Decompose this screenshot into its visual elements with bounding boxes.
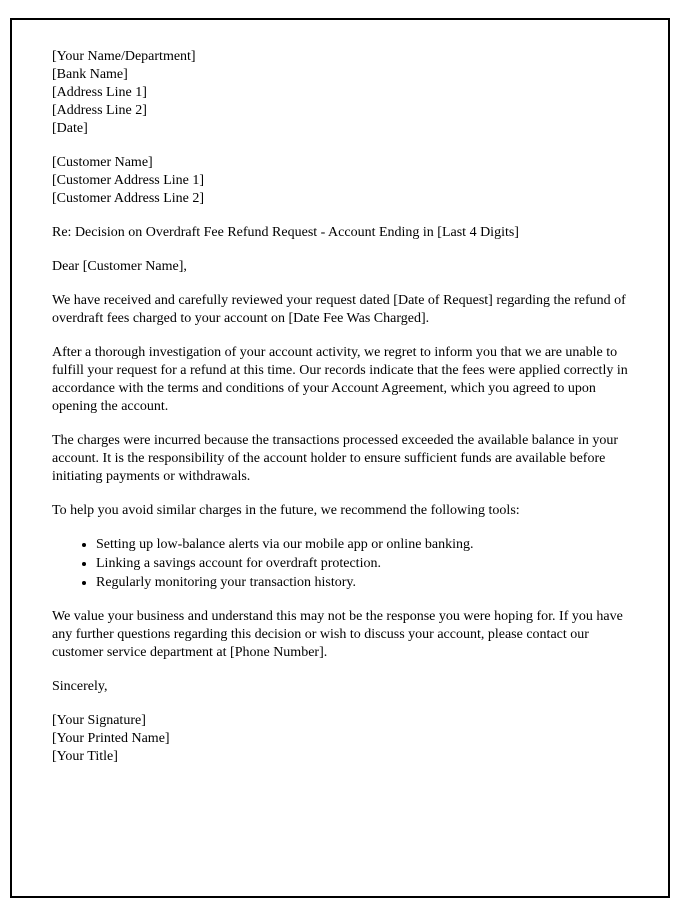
- bullet-item: • Linking a savings account for overdraft protection.: [96, 555, 634, 573]
- paragraph: The charges were incurred because the transactions processed exceeded the available balance in your account. It is the responsibility of the account holder to ensure sufficient funds are available before initiating payments or withdrawals.: [52, 433, 619, 484]
- salutation: Dear [Customer Name],: [52, 259, 187, 274]
- paragraph: To help you avoid similar charges in the future, we recommend the following tools:: [52, 503, 520, 518]
- signature-line: [Your Title]: [52, 749, 118, 764]
- sender-line: [Your Name/Department]: [52, 49, 196, 64]
- closing-paragraph: We value your business and understand this may not be the response you were hoping for. If you have any further questions regarding this decision or wish to discuss your account, please contact our customer service department at [Phone Number].: [52, 609, 623, 660]
- paragraph: We have received and carefully reviewed your request dated [Date of Request] regarding the refund of overdraft fees charged to your account on [Date Fee Was Charged].: [52, 293, 626, 326]
- recipient-line: [Customer Address Line 1]: [52, 173, 205, 188]
- sender-line: [Date]: [52, 121, 88, 136]
- letter-page: [10, 18, 670, 898]
- bullet-item: • Regularly monitoring your transaction history.: [96, 574, 634, 592]
- sender-line: [Address Line 2]: [52, 103, 147, 118]
- recipient-block: [52, 154, 634, 208]
- sender-line: [Address Line 1]: [52, 85, 147, 100]
- signature-line: [Your Printed Name]: [52, 731, 170, 746]
- signature-block: [52, 712, 634, 766]
- paragraph: After a thorough investigation of your account activity, we regret to inform you that we are unable to fulfill your request for a refund at this time. Our records indicate that the fees were applied correctly in accordance with the terms and conditions of your Account Agreement, which you agreed to upon opening the account.: [52, 345, 628, 414]
- sender-block: [52, 48, 634, 138]
- sender-line: [Bank Name]: [52, 67, 128, 82]
- recipient-line: [Customer Address Line 2]: [52, 191, 205, 206]
- closing: Sincerely,: [52, 679, 108, 694]
- recommendation-list: [52, 536, 634, 592]
- bullet-item: • Setting up low-balance alerts via our mobile app or online banking.: [96, 536, 634, 554]
- subject-line: Re: Decision on Overdraft Fee Refund Request - Account Ending in [Last 4 Digits]: [52, 225, 519, 240]
- letter-body: [52, 48, 634, 766]
- signature-line: [Your Signature]: [52, 713, 146, 728]
- recipient-line: [Customer Name]: [52, 155, 153, 170]
